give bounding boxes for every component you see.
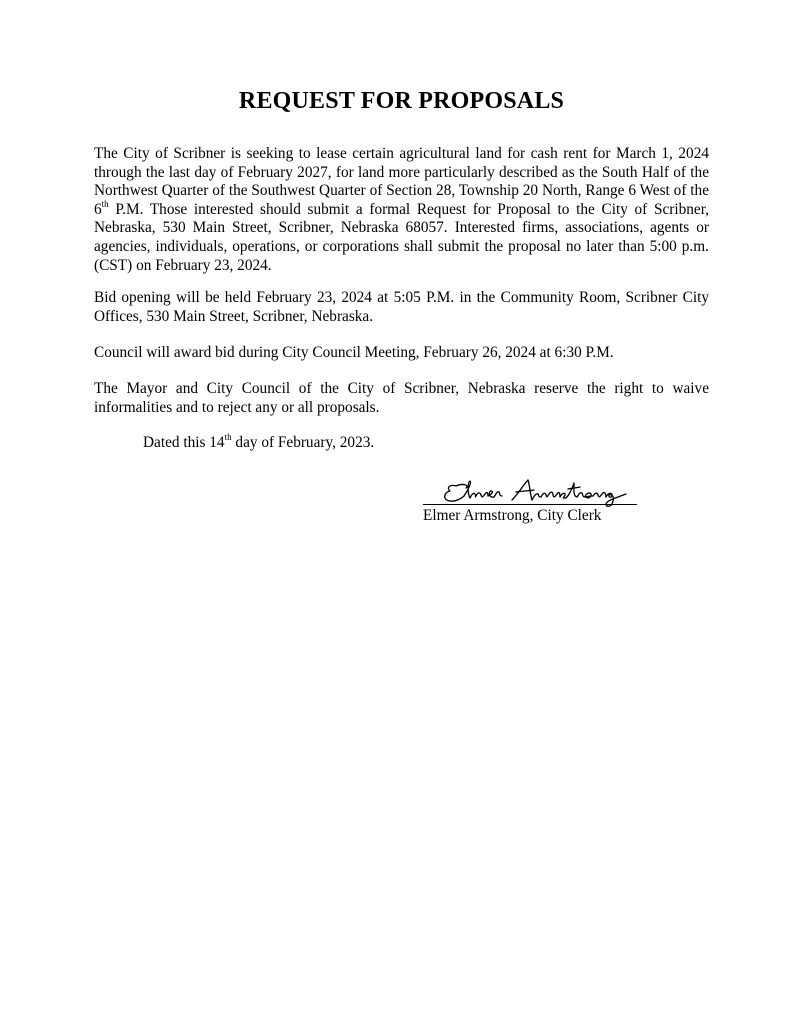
dated-text-a: Dated this 14	[143, 434, 225, 451]
document-title: REQUEST FOR PROPOSALS	[238, 88, 565, 114]
paragraph-reserve-right: The Mayor and City Council of the City of Scribner, Nebraska reserve the right to waive informalities and to reject any or all proposals.	[94, 380, 709, 416]
paragraph-council-award: Council will award bid during City Council Meeting, February 26, 2024 at 6:30 P.M.	[94, 344, 614, 361]
dated-ordinal-suffix: th	[224, 432, 232, 442]
signer-name-title: Elmer Armstrong, City Clerk	[423, 507, 602, 524]
paragraph-lease-description	[94, 145, 709, 275]
signature-line	[423, 504, 637, 505]
paragraph-1-text-a: The City of Scribner is seeking to lease certain agricultural land for cash rent for March 1, 2024 through the last day of February 2027, for land more particularly described as the South Half of the Northwest Quarter of the Southwest Quarter of Section 28, Township 20 North, Range 6 West of the 6	[94, 145, 709, 218]
dated-line	[143, 434, 374, 453]
ordinal-suffix: th	[101, 198, 109, 209]
dated-text-b: day of February, 2023.	[231, 434, 375, 451]
paragraph-bid-opening: Bid opening will be held February 23, 2024 at 5:05 P.M. in the Community Room, Scribner City Offices, 530 Main Street, Scribner, Nebraska.	[94, 289, 709, 325]
paragraph-1-text-b: P.M. Those interested should submit a formal Request for Proposal to the City of Scribner, Nebraska, 530 Main Street, Scribner, Nebraska 68057. Interested firms, associations, agents or agencies, individuals, operations, or corporations shall submit the proposal no later than 5:00 p.m. (CST) on February 23, 2024.	[94, 200, 709, 274]
